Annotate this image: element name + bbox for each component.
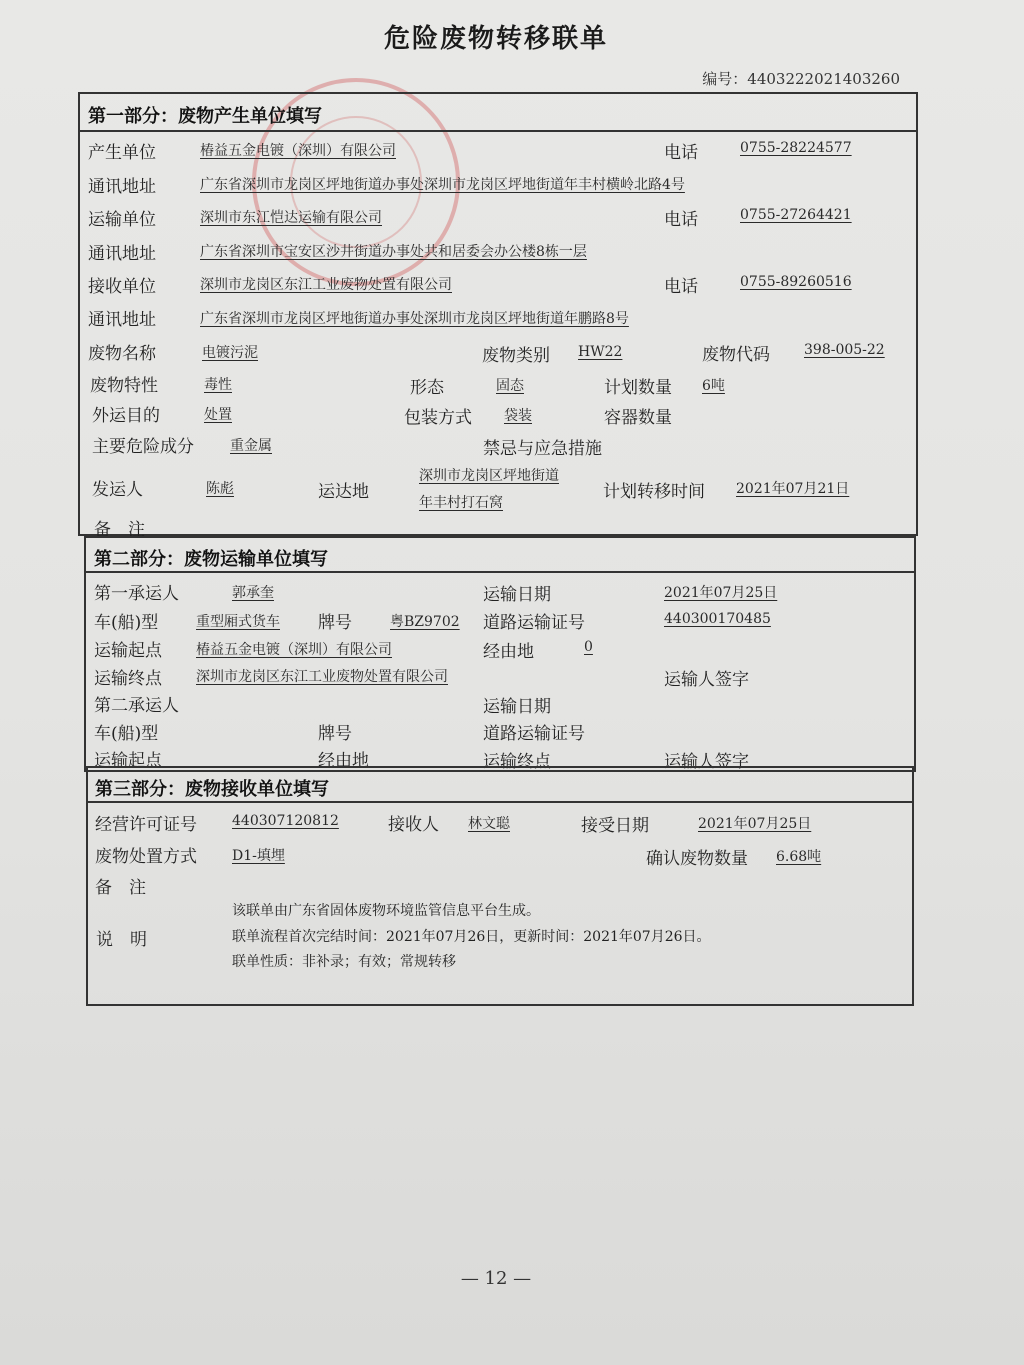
form-value: 固态	[496, 378, 524, 394]
transport-end-value: 深圳市龙岗区东江工业废物处置有限公司	[196, 669, 448, 685]
waste-category-label: 废物类别	[482, 346, 550, 366]
vehicle-type-label: 车(船)型	[94, 613, 159, 633]
transport-date2-label: 运输日期	[483, 697, 551, 717]
part2-divider	[84, 571, 914, 573]
producer-phone-value: 0755-28224577	[740, 140, 852, 156]
packaging-value: 袋装	[504, 408, 532, 424]
plate2-label: 牌号	[318, 724, 352, 744]
waste-category-value: HW22	[578, 344, 623, 360]
part2-header: 第二部分：废物运输单位填写	[94, 549, 328, 570]
note-line-2: 联单流程首次完结时间：2021年07月26日，更新时间：2021年07月26日。	[232, 929, 711, 945]
document-title: 危险废物转移联单	[383, 24, 608, 54]
vehicle-type2-label: 车(船)型	[94, 724, 159, 744]
carrier1-value: 郭承奎	[232, 585, 274, 601]
carrier1-signature-label: 运输人签字	[664, 670, 749, 690]
transport-date1-label: 运输日期	[483, 585, 551, 605]
part3-remarks-label: 备 注	[95, 878, 146, 898]
part1-divider	[78, 130, 916, 132]
destination-label: 运达地	[318, 482, 369, 502]
waste-property-label: 废物特性	[90, 376, 158, 396]
form-label: 形态	[410, 378, 444, 398]
transport-date1-value: 2021年07月25日	[664, 585, 778, 601]
road-permit-label: 道路运输证号	[483, 613, 585, 633]
part3-header: 第三部分：废物接收单位填写	[95, 779, 329, 800]
transporter-phone-label: 电话	[664, 210, 698, 230]
transporter-phone-value: 0755-27264421	[740, 207, 852, 223]
producer-address-value: 广东省深圳市龙岗区坪地街道办事处深圳市龙岗区坪地街道年丰村横岭北路4号	[200, 177, 685, 193]
transport-end-label: 运输终点	[94, 669, 162, 689]
waste-name-label: 废物名称	[88, 344, 156, 364]
receiver-phone-value: 0755-89260516	[740, 274, 852, 290]
producer-phone-label: 电话	[664, 143, 698, 163]
purpose-value: 处置	[204, 407, 232, 423]
receiver-person-label: 接收人	[388, 815, 439, 835]
accept-date-value: 2021年07月25日	[698, 816, 812, 832]
carrier2-signature-label: 运输人签字	[664, 752, 749, 772]
taboo-emergency-label: 禁忌与应急措施	[483, 439, 602, 459]
producer-address-label: 通讯地址	[88, 177, 156, 197]
receiver-value: 深圳市龙岗区东江工业废物处置有限公司	[200, 277, 452, 293]
producer-value: 椿益五金电镀（深圳）有限公司	[200, 143, 396, 159]
plate-value: 粤BZ9702	[390, 614, 460, 630]
transporter-address-label: 通讯地址	[88, 244, 156, 264]
packaging-label: 包装方式	[404, 408, 472, 428]
shipper-value: 陈彪	[206, 481, 234, 497]
planned-time-label: 计划转移时间	[603, 482, 705, 502]
page-number: — 12 —	[460, 1268, 532, 1289]
note-line-3: 联单性质：非补录；有效；常规转移	[232, 954, 456, 970]
carrier1-label: 第一承运人	[94, 584, 179, 604]
shipper-label: 发运人	[92, 480, 143, 500]
hazard-component-value: 重金属	[230, 438, 272, 454]
business-license-label: 经营许可证号	[95, 815, 197, 835]
carrier2-label: 第二承运人	[94, 696, 179, 716]
planned-quantity-value: 6吨	[702, 378, 725, 394]
via2-label: 经由地	[318, 751, 369, 771]
disposal-method-label: 废物处置方式	[95, 847, 197, 867]
producer-label: 产生单位	[88, 143, 156, 163]
receiver-address-value: 广东省深圳市龙岗区坪地街道办事处深圳市龙岗区坪地街道年鹏路8号	[200, 311, 629, 327]
waste-code-label: 废物代码	[702, 345, 770, 365]
transport-start2-label: 运输起点	[94, 751, 162, 771]
receiver-phone-label: 电话	[664, 277, 698, 297]
planned-quantity-label: 计划数量	[604, 378, 672, 398]
container-quantity-label: 容器数量	[604, 408, 672, 428]
disposal-method-value: D1-填埋	[232, 848, 285, 864]
destination-value-line1: 深圳市龙岗区坪地街道	[419, 468, 559, 484]
business-license-value: 440307120812	[232, 813, 339, 829]
confirm-quantity-value: 6.68吨	[776, 849, 822, 865]
explanation-label: 说 明	[96, 930, 147, 950]
part3-divider	[86, 801, 912, 803]
via-value: 0	[584, 639, 593, 655]
via-label: 经由地	[483, 642, 534, 662]
hazard-component-label: 主要危险成分	[92, 437, 194, 457]
part1-remarks-label: 备 注	[94, 520, 145, 540]
road-permit-value: 440300170485	[664, 611, 771, 627]
transport-end2-label: 运输终点	[483, 752, 551, 772]
receiver-address-label: 通讯地址	[88, 310, 156, 330]
note-line-1: 该联单由广东省固体废物环境监管信息平台生成。	[232, 903, 540, 919]
planned-time-value: 2021年07月21日	[736, 481, 850, 497]
confirm-quantity-label: 确认废物数量	[646, 849, 748, 869]
destination-value-line2: 年丰村打石窝	[419, 495, 503, 511]
transport-start-value: 椿益五金电镀（深圳）有限公司	[196, 642, 392, 658]
transporter-label: 运输单位	[88, 210, 156, 230]
transporter-address-value: 广东省深圳市宝安区沙井街道办事处共和居委会办公楼8栋一层	[200, 244, 587, 260]
transport-start-label: 运输起点	[94, 641, 162, 661]
part1-header: 第一部分：废物产生单位填写	[88, 106, 322, 127]
waste-code-value: 398-005-22	[804, 342, 885, 358]
receiver-person-value: 林文聪	[468, 816, 510, 832]
waste-property-value: 毒性	[204, 377, 232, 393]
road-permit2-label: 道路运输证号	[483, 724, 585, 744]
plate-label: 牌号	[318, 613, 352, 633]
waste-name-value: 电镀污泥	[202, 345, 258, 361]
vehicle-type-value: 重型厢式货车	[196, 614, 280, 630]
purpose-label: 外运目的	[92, 406, 160, 426]
document-number: 编号：4403222021403260	[702, 70, 900, 88]
accept-date-label: 接受日期	[581, 816, 649, 836]
transporter-value: 深圳市东江恺达运输有限公司	[200, 210, 382, 226]
receiver-label: 接收单位	[88, 277, 156, 297]
